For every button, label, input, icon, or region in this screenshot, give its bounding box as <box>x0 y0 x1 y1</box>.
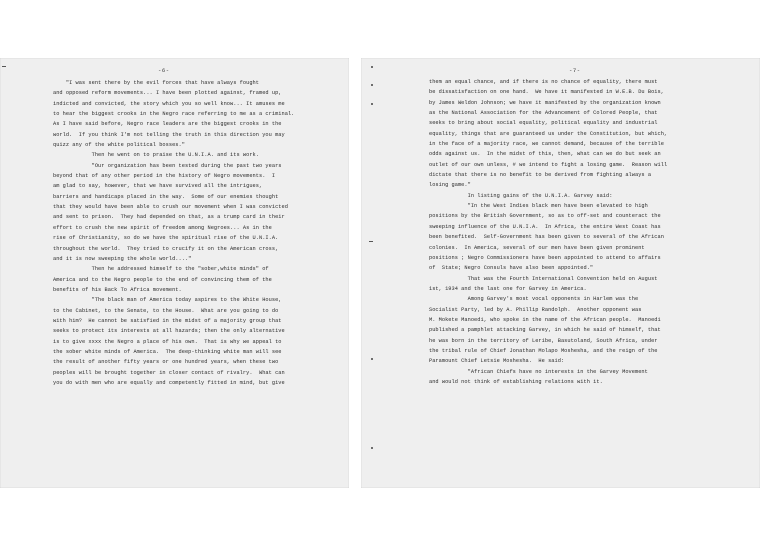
text-line: losing game." <box>429 182 471 189</box>
left-page-text <box>53 78 294 388</box>
text-line: with him? He cannot be satisfied in the midst of a majority group that <box>53 317 282 324</box>
text-line: been benefited. Self-Government has been given to several of the African <box>429 234 664 241</box>
text-line: outlet of our own unless, # we intend to fight a losing game. Reason will <box>429 161 668 168</box>
page-gutter <box>349 0 361 554</box>
text-line: am glad to say, however, that we have survived all the intrigues, <box>53 183 263 190</box>
scan-bottom-margin <box>0 488 760 554</box>
text-line: and opposed reform movements... I have been plotted against, framed up, <box>53 90 282 97</box>
text-line: he was born in the territory of Leribe, Basutoland, South Africa, under <box>429 337 658 344</box>
text-line: peoples will be brought together in closer contact of rivalry. What can <box>53 369 285 376</box>
left-page-number: -6- <box>158 67 170 74</box>
text-line: in the face of a majority race, we cannot demand, because of the terrible <box>429 141 664 148</box>
text-line: dictate that there is no benefit to be derived from fighting always a <box>429 172 652 179</box>
text-line: 1st, 1934 and the last one for Garvey in America. <box>429 285 587 292</box>
text-line: "I was sent there by the evil forces that have always fought <box>53 80 259 86</box>
right-page <box>361 58 760 488</box>
margin-mark <box>371 358 373 360</box>
text-line: "In the West Indies black men have been elevated to high <box>429 203 648 210</box>
text-line: "Our organization has been tested during the past two years <box>53 162 282 169</box>
right-page-number: -7- <box>569 67 581 74</box>
text-line: In listing gains of the U.N.I.A. Garvey said: <box>429 192 613 199</box>
text-line: and sent to prison. They had depended on that, as a trump card in their <box>53 214 285 221</box>
margin-mark <box>2 66 6 67</box>
text-line: That was the Fourth International Convention held on August <box>429 275 658 282</box>
text-line: throughout the world. They tried to crucify it on the American cross, <box>53 245 279 252</box>
margin-mark <box>371 103 373 105</box>
text-line: Among Garvey's most vocal opponents in Harlem was the <box>429 296 639 303</box>
margin-mark <box>371 84 373 86</box>
text-line: indicted and convicted, the story which you so well know... It amuses me <box>53 100 285 107</box>
text-line: rise of Christianity, so do we have the spiritual rise of the U.N.I.A. <box>53 235 279 242</box>
margin-mark <box>371 447 373 449</box>
text-line: and it is now sweeping the whole world...." <box>53 255 192 262</box>
text-line: "African Chiefs have no interests in the Garvey Movement <box>429 368 648 375</box>
text-line: published a pamphlet attacking Garvey, in which he said of himself, that <box>429 327 661 334</box>
right-page-text <box>429 77 667 387</box>
text-line: colonies. In America, several of our men have been given prominent <box>429 244 645 251</box>
text-line: positions by the British Government, so as to off-set and counteract the <box>429 213 661 220</box>
text-line: as the National Association for the Advancement of Colored People, that <box>429 110 658 117</box>
text-line: the tribal rule of Chief Jonathan Molapo Moshesha, and the reign of the <box>429 347 658 354</box>
text-line: Then he went on to praise the U.N.I.A. and its work. <box>53 152 259 159</box>
text-line: odds against us. In the midst of this, then, what can we do but seek an <box>429 151 661 158</box>
text-line: world. If you think I'm not telling the truth in this direction you may <box>53 131 285 138</box>
margin-mark <box>369 241 373 242</box>
text-line: of State; Negro Consuls have also been appointed." <box>429 265 594 272</box>
text-line: Socialist Party, led by A. Phillip Randolph. Another opponent was <box>429 306 642 313</box>
text-line: that they would have been able to crush our movement when I was convicted <box>53 204 288 211</box>
left-page <box>0 58 349 488</box>
text-line: sweeping influence of the U.N.I.A. In Africa, the entire West Coast has <box>429 223 661 230</box>
text-line: M. Mokete Manoedi, who spoke in the name of the African people. Manoedi <box>429 316 661 323</box>
text-line: by James Weldon Johnson; we have it manifested by the organization known <box>429 99 661 106</box>
text-line: positions ; Negro Commissioners have been appointed to attend to affairs <box>429 254 661 261</box>
margin-mark <box>371 66 373 68</box>
text-line: seeks to bring about social equality, political equality and industrial <box>429 120 658 127</box>
text-line: barriers and handicaps placed in the way. Some of our enemies thought <box>53 193 279 200</box>
text-line: beyond that of any other period in the history of Negro movements. I <box>53 173 276 180</box>
text-line: Paramount Chief Letsie Moshesha. He said: <box>429 358 565 365</box>
text-line: be dissatisfaction on one hand. We have it manifested in W.E.B. Du Bois, <box>429 89 664 96</box>
text-line: quizz any of the white political bosses." <box>53 142 185 149</box>
text-line: As I have said before, Negro race leaders are the biggest crooks in the <box>53 121 282 128</box>
text-line: to hear the biggest crooks in the Negro race referring to me as a criminal. <box>53 111 295 118</box>
text-line: to the Cabinet, to the Senate, to the House. What are you going to do <box>53 307 279 314</box>
text-line: America and to the Negro people to the end of convincing them of the <box>53 276 272 283</box>
text-line: benefits of his Back To Africa movement. <box>53 286 182 293</box>
text-line: you do with men who are equally and competently fitted in mind, but give <box>53 379 285 386</box>
text-line: the sober white minds of America. The deep-thinking white man will see <box>53 348 282 355</box>
text-line: effort to crush the new spirit of freedom among Negroes... As in the <box>53 224 272 231</box>
text-line: them an equal chance, and if there is no chance of equality, there must <box>429 79 658 85</box>
text-line: is to give xxxx the Negro a place of his own. That is why we appeal to <box>53 338 282 345</box>
text-line: and would not think of establishing relations with it. <box>429 378 603 385</box>
text-line: Then he addressed himself to the "sober,white minds" of <box>53 266 269 273</box>
text-line: seeks to protect its interests at all hazards; then the only alternative <box>53 328 285 335</box>
text-line: "The black man of America today aspires to the White House, <box>53 297 282 304</box>
text-line: equality, things that are guaranteed us under the Constitution, but which, <box>429 130 668 137</box>
text-line: the result of another fifty years or one hundred years, when these two <box>53 359 279 366</box>
